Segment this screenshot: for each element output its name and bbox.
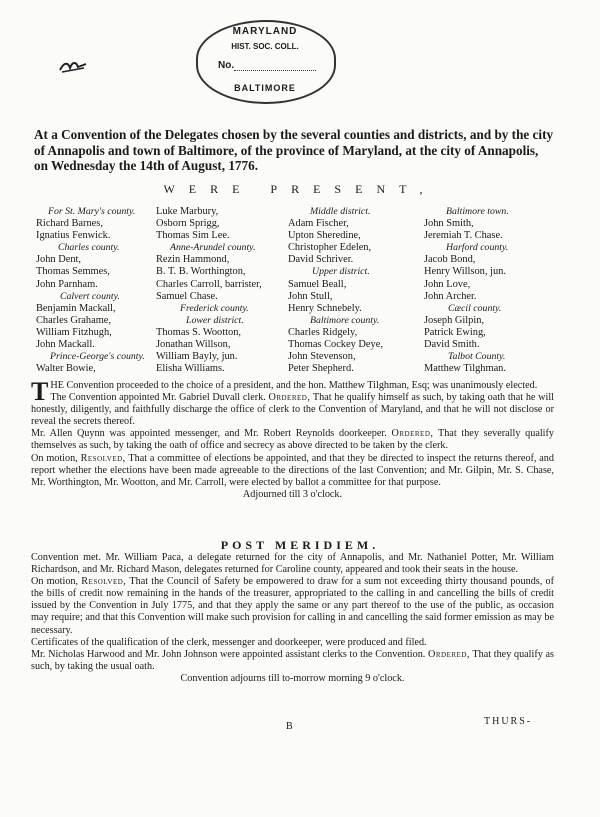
delegate-name: David Smith. bbox=[424, 339, 480, 351]
library-stamp bbox=[196, 20, 334, 102]
delegate-name: Henry Schnebely. bbox=[288, 302, 362, 314]
county-heading: Calvert county. bbox=[60, 290, 120, 302]
document-title: At a Convention of the Delegates chosen by the several counties and districts, and by the city of Annapolis and town of Baltimore, of the province of Maryland, at the city of Annapolis, on Wednesday the 14th of August, 1776. bbox=[34, 127, 554, 173]
delegate-name: Ignatius Fenwick. bbox=[36, 230, 111, 242]
were-present-heading: WERE PRESENT, bbox=[163, 182, 437, 196]
drop-cap: T bbox=[31, 377, 49, 406]
county-heading: Talbot County. bbox=[448, 351, 506, 363]
adjourned-line: Adjourned till 3 o'clock. bbox=[242, 488, 343, 500]
delegate-name: Jonathan Willson, bbox=[156, 339, 231, 351]
county-heading: Charles county. bbox=[58, 242, 120, 254]
delegate-name: Thomas Cockey Deye, bbox=[288, 339, 383, 351]
delegate-name: Richard Barnes, bbox=[36, 218, 103, 230]
catchword: THURS- bbox=[484, 716, 533, 727]
stamp-number-label: No. bbox=[218, 60, 235, 71]
stamp-sub-text: HIST. SOC. COLL. bbox=[231, 42, 299, 51]
stamp-top-text: MARYLAND bbox=[232, 26, 298, 37]
paragraph-convention-met: Convention met. Mr. William Paca, a delegate returned for the city of Annapolis, and Mr. Nathaniel Potter, Mr. William Richardson, and Mr. Richard Mason, delegates returned for Caroline county, appeared and took their seats in the house. bbox=[31, 552, 554, 576]
delegate-name: Peter Shepherd. bbox=[288, 363, 354, 375]
ordered-label: Ordered, bbox=[268, 392, 311, 404]
county-heading: Baltimore town. bbox=[446, 206, 509, 217]
paragraph-council: On motion, Resolved, That the Council of Safety be empowered to draw for a sum not exceeding thirty thousand pounds, of the bills of credit now remaining in the hands of the treasurer, appropriated to the calling in and cancelling the bills of credit issued by the Convention in July 1775, and that they apply the same or any part thereof to the use of the public, as occasion may require; and that this Convention will make such provision for calling in and cancelling the said former emission as may be necessary. bbox=[31, 576, 554, 636]
county-heading: Lower district. bbox=[186, 314, 244, 326]
delegate-name: Patrick Ewing, bbox=[424, 326, 486, 338]
delegate-name: Benjamin Mackall, bbox=[36, 302, 116, 314]
county-heading: Upper district. bbox=[312, 266, 370, 278]
delegate-name: Adam Fischer, bbox=[288, 218, 349, 230]
delegate-name: William Bayly, jun. bbox=[156, 351, 238, 363]
delegate-name: John Love, bbox=[424, 278, 471, 290]
delegate-name: Thomas S. Wootton, bbox=[156, 326, 241, 338]
delegate-name: Osborn Sprigg, bbox=[156, 218, 220, 230]
county-heading: Middle district. bbox=[310, 206, 371, 217]
delegate-name: Luke Marbury, bbox=[156, 206, 219, 217]
delegate-name: Jeremiah T. Chase. bbox=[424, 230, 503, 242]
delegate-name: Thomas Sim Lee. bbox=[156, 230, 230, 242]
delegate-name: Samuel Beall, bbox=[288, 278, 347, 290]
county-heading: Cæcil county. bbox=[448, 302, 502, 314]
delegate-name: Matthew Tilghman. bbox=[424, 363, 506, 375]
paragraph-messenger: Mr. Allen Quynn was appointed messenger, and Mr. Robert Reynolds doorkeeper. Ordered, That they severally qualify themselves as such, by taking the oath of office and secrecy as above directed to be taken by the clerk. bbox=[31, 428, 554, 452]
delegate-name: Charles Grahame, bbox=[36, 314, 112, 326]
adjourns-line: Convention adjourns till to-morrow morning 9 o'clock. bbox=[180, 672, 405, 684]
ordered-label: Ordered, bbox=[391, 428, 434, 440]
paragraph-certificates: Certificates of the qualification of the clerk, messenger and doorkeeper, were produced and filed. bbox=[31, 636, 427, 648]
stamp-number-line bbox=[234, 70, 316, 71]
post-meridiem-heading: POST MERIDIEM. bbox=[220, 538, 380, 552]
delegates-column-3 bbox=[288, 206, 383, 375]
morning-proceedings bbox=[31, 377, 555, 501]
delegate-name: Jacob Bond, bbox=[424, 254, 476, 266]
paragraph-elections: On motion, Resolved, That a committee of elections be appointed, and that they be directed to inspect the returns thereof, and report whether the elections have been made agreeable to the directions of the last Convention; and Mr. Gilpin, Mr. S. Chase, Mr. Worthington, Mr. Wootton, and Mr. Carroll, were elected by ballot a committee for that purpose. bbox=[31, 452, 554, 488]
delegate-name: Joseph Gilpin, bbox=[424, 314, 485, 326]
county-heading: Anne-Arundel county. bbox=[170, 242, 256, 254]
stamp-bottom-text: BALTIMORE bbox=[234, 83, 296, 93]
county-heading: Frederick county. bbox=[180, 302, 249, 314]
delegate-name: Christopher Edelen, bbox=[288, 242, 372, 254]
county-heading: Prince-George's county. bbox=[50, 351, 145, 363]
delegate-name: Samuel Chase. bbox=[156, 290, 218, 302]
signature-mark: B bbox=[286, 721, 293, 732]
delegates-column-1 bbox=[36, 206, 145, 375]
delegate-name: William Fitzhugh, bbox=[36, 326, 112, 338]
delegate-name: Thomas Semmes, bbox=[36, 266, 110, 278]
delegate-name: Rezin Hammond, bbox=[156, 254, 230, 266]
resolved-label: Resolved, bbox=[81, 576, 127, 588]
delegate-name: John Parnham. bbox=[36, 278, 98, 290]
county-heading: Harford county. bbox=[446, 242, 509, 254]
handwritten-mark-icon bbox=[58, 58, 88, 74]
delegate-name: John Archer. bbox=[424, 290, 477, 302]
resolved-label: Resolved, bbox=[80, 452, 126, 464]
ordered-label: Ordered, bbox=[428, 648, 470, 660]
delegate-name: John Dent, bbox=[36, 254, 82, 266]
delegate-name: Henry Willson, jun. bbox=[424, 266, 506, 278]
delegate-name: Upton Sheredine, bbox=[288, 230, 361, 242]
delegate-name: John Mackall. bbox=[36, 339, 95, 351]
delegate-name: John Stevenson, bbox=[288, 351, 356, 363]
afternoon-proceedings bbox=[31, 552, 554, 685]
delegates-column-4 bbox=[424, 206, 509, 375]
paragraph-assistant-clerks: Mr. Nicholas Harwood and Mr. John Johnson were appointed assistant clerks to the Convention. Ordered, That they qualify as such, by taking the usual oath. bbox=[31, 648, 554, 672]
delegate-name: Charles Ridgely, bbox=[288, 326, 358, 338]
paragraph-clerk: The Convention appointed Mr. Gabriel Duvall clerk. Ordered, That he qualify himself as such, by taking oath that he will honestly, diligently, and faithfully discharge the office of clerk to the Convention of Maryland, and that he will not disclose or reveal the secrets thereof. bbox=[31, 392, 555, 428]
delegate-name: B. T. B. Worthington, bbox=[156, 266, 246, 278]
delegate-name: Charles Carroll, barrister, bbox=[156, 278, 262, 290]
delegates-column-2 bbox=[156, 206, 262, 375]
delegate-name: David Schriver. bbox=[288, 254, 354, 266]
county-heading: For St. Mary's county. bbox=[48, 206, 136, 217]
county-heading: Baltimore county. bbox=[310, 314, 380, 326]
paragraph-text: HE Convention proceeded to the choice of a president, and the hon. Matthew Tilghman, Esq; was unanimously elected. bbox=[50, 380, 538, 391]
delegate-name: John Smith, bbox=[424, 218, 474, 230]
delegate-name: Walter Bowie, bbox=[36, 363, 96, 375]
delegate-name: John Stull, bbox=[288, 290, 333, 302]
delegate-name: Elisha Williams. bbox=[156, 363, 225, 375]
